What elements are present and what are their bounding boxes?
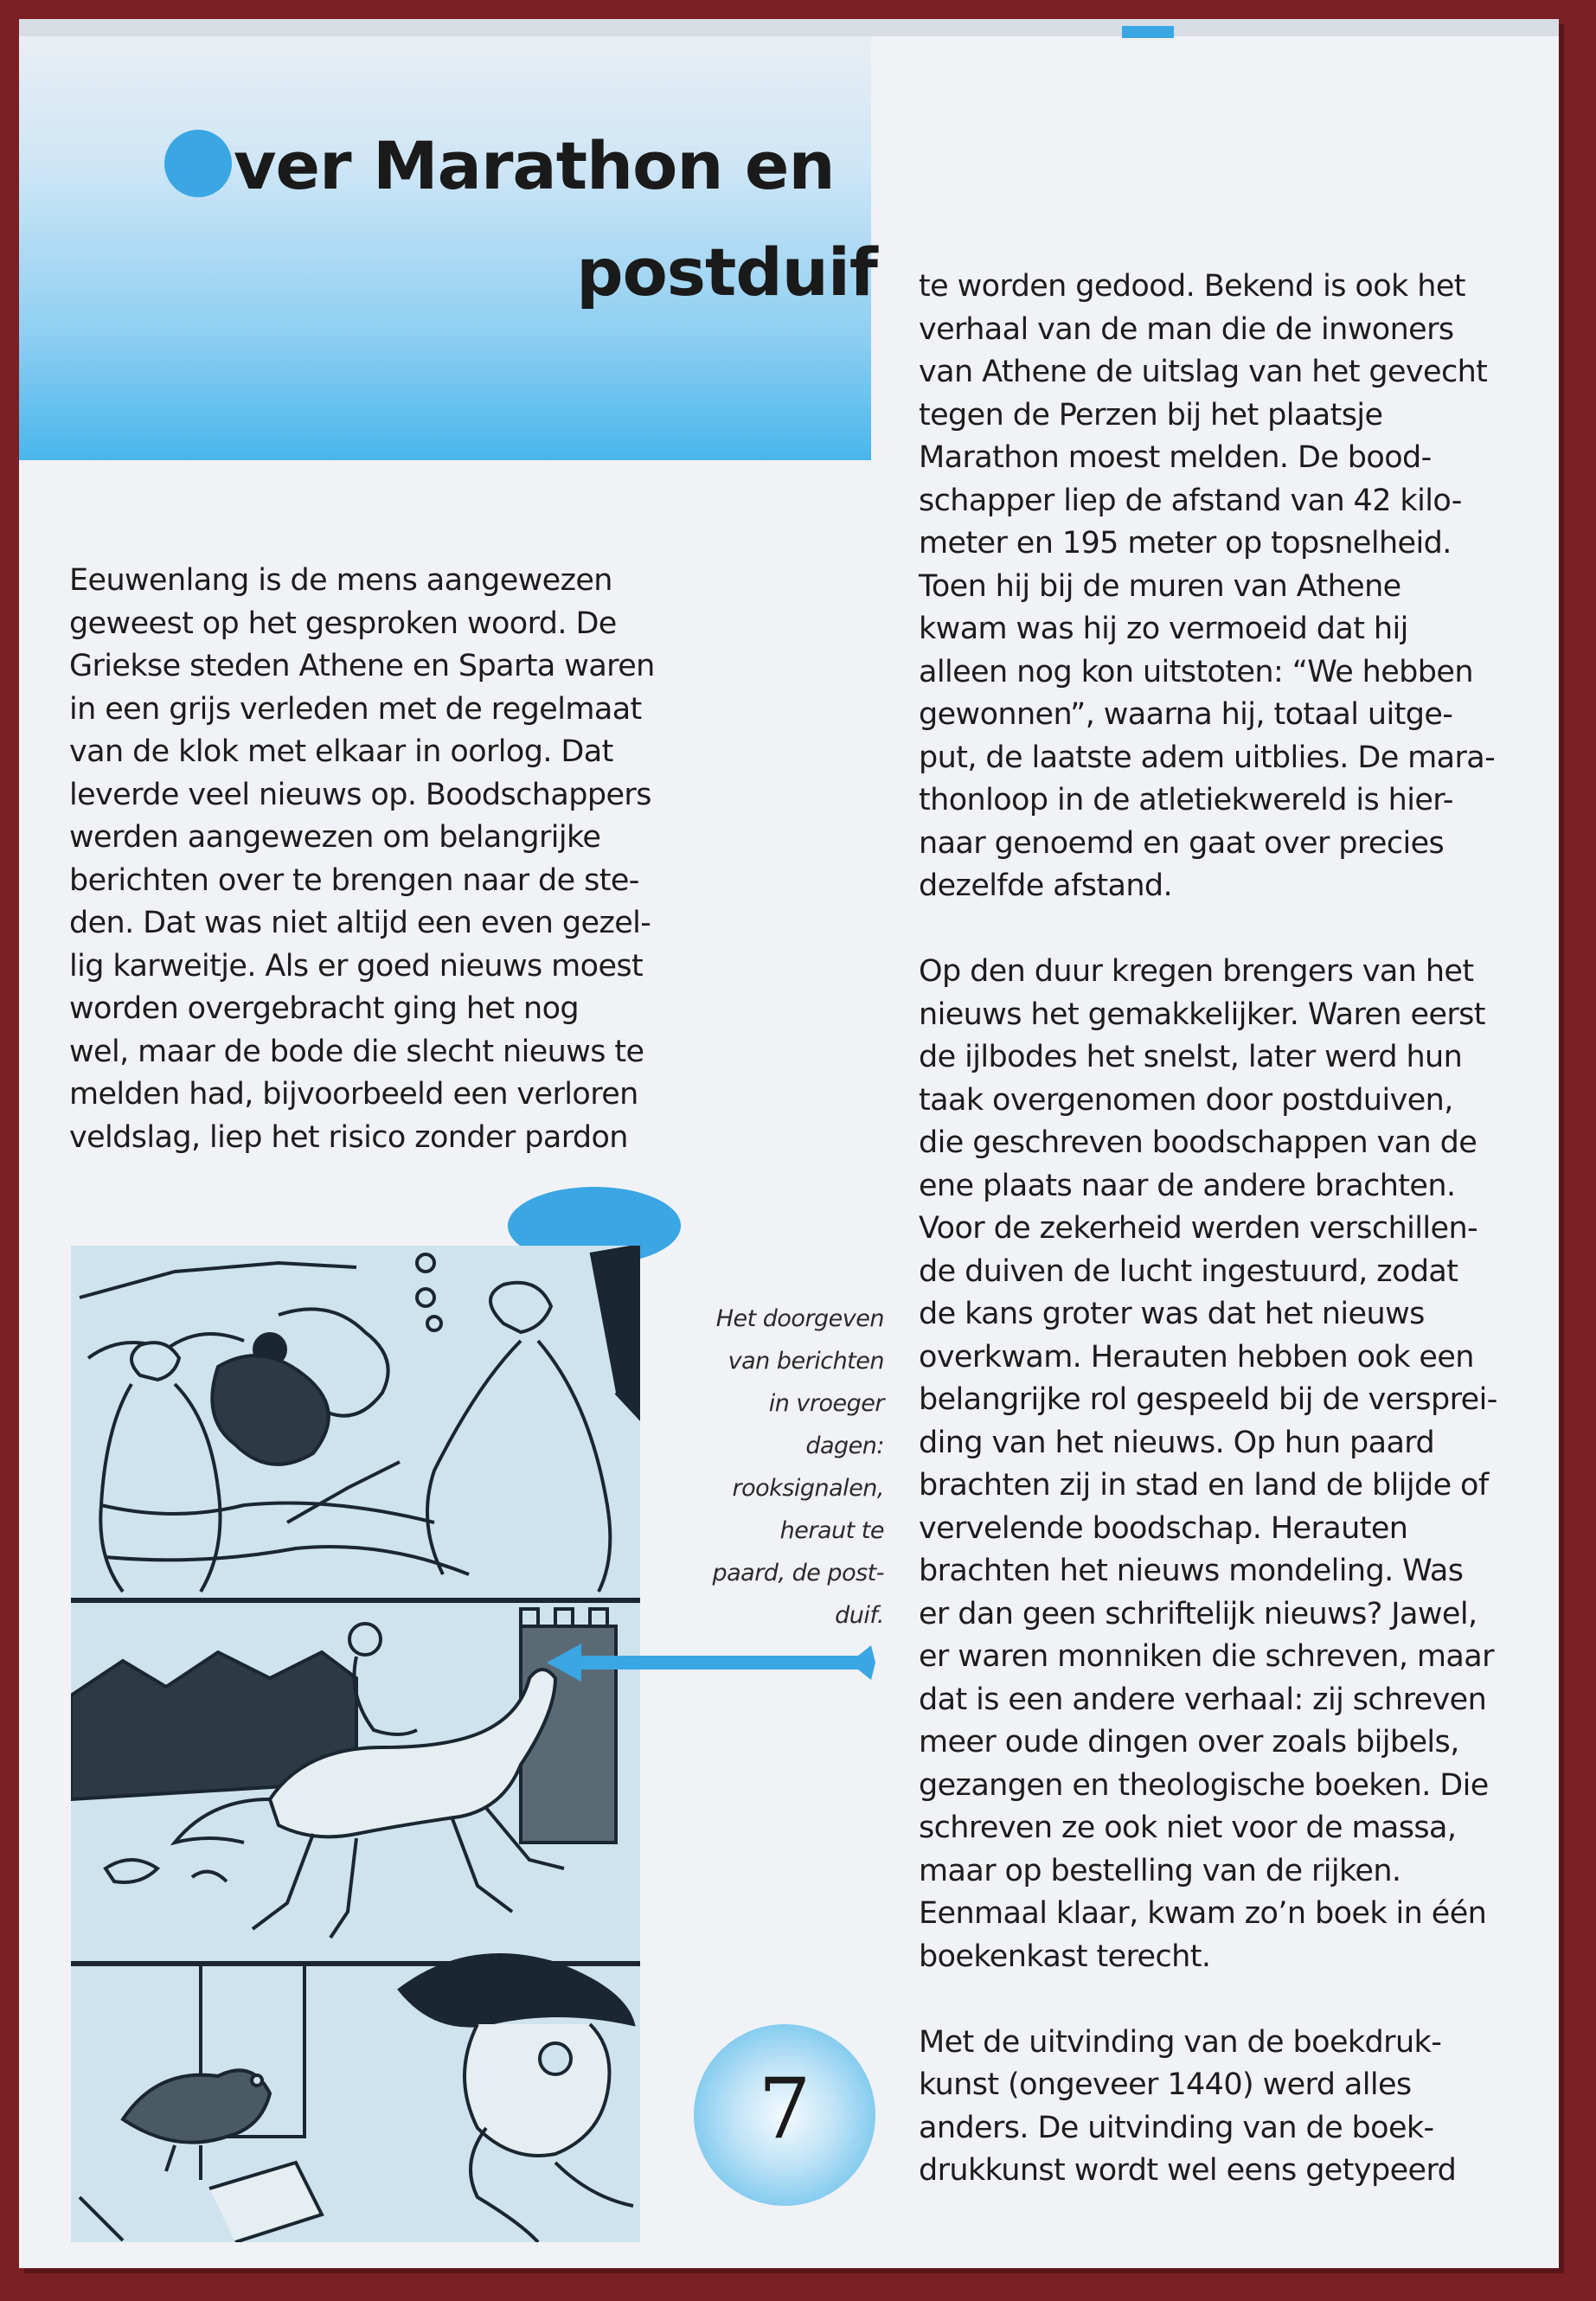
paragraph-1 <box>919 266 1542 908</box>
caption-pointer-arrow <box>547 1637 884 1689</box>
left-line: in een grijs verleden met de regelmaat <box>69 691 642 727</box>
right-line: belangrijke rol gespeeld bij de versprei- <box>919 1382 1497 1417</box>
right-line: van Athene de uitslag van het gevecht <box>919 355 1488 389</box>
left-line: leverde veel nieuws op. Boodschappers <box>69 777 651 812</box>
left-line: geweest op het gesproken woord. De <box>69 606 617 641</box>
page-number-badge <box>694 2024 875 2206</box>
left-line: berichten over te brengen naar de ste- <box>69 862 639 898</box>
illustration-caption <box>685 1298 884 1637</box>
right-line: ding van het nieuws. Op hun paard <box>919 1425 1435 1460</box>
caption-line: van berichten <box>727 1348 884 1375</box>
title-line-1-text: ver Marathon en <box>234 127 835 204</box>
paragraph-gap <box>919 1978 1542 2022</box>
caption-line: duif. <box>835 1602 884 1629</box>
right-line: de duiven de lucht ingestuurd, zodat <box>919 1253 1458 1289</box>
left-line: melden had, bijvoorbeeld een verloren <box>69 1077 638 1112</box>
right-line: maar op bestelling van de rijken. <box>919 1853 1401 1888</box>
right-line: Marathon moest melden. De bood- <box>919 440 1432 475</box>
page-top-strip <box>19 19 1559 36</box>
right-line: naar genoemd en gaat over precies <box>919 825 1445 861</box>
left-line: Eeuwenlang is de mens aangewezen <box>69 563 612 598</box>
right-line: vervelende boodschap. Herauten <box>919 1510 1408 1546</box>
left-line: Griekse steden Athene en Sparta waren <box>69 649 655 683</box>
right-line: anders. De uitvinding van de boek- <box>919 2110 1434 2145</box>
caption-line: paard, de post- <box>712 1560 884 1586</box>
right-line: er dan geen schriftelijk nieuws? Jawel, <box>919 1596 1477 1631</box>
left-line: veldslag, liep het risico zonder pardon <box>69 1119 628 1155</box>
historical-messengers-illustration <box>71 1246 640 2242</box>
right-column <box>919 266 1542 2193</box>
right-line: taak overgenomen door postduiven, <box>919 1082 1453 1118</box>
right-line: brachten het nieuws mondeling. Was <box>919 1554 1464 1588</box>
left-line: den. Dat was niet altijd een even gezel- <box>69 906 651 940</box>
right-line: dat is een andere verhaal: zij schreven <box>919 1682 1487 1717</box>
left-line: wel, maar de bode die slecht nieuws te <box>69 1034 644 1069</box>
magazine-page <box>19 19 1559 2268</box>
right-line: dezelfde afstand. <box>919 868 1173 903</box>
right-line: brachten zij in stad en land de blijde of <box>919 1468 1489 1503</box>
paragraph-3 <box>919 2022 1542 2193</box>
caption-line: dagen: <box>805 1433 884 1459</box>
right-line: de kans groter was dat het nieuws <box>919 1297 1425 1331</box>
left-line: worden overgebracht ging het nog <box>69 991 580 1026</box>
right-line: put, de laatste adem uitblies. De mara- <box>919 740 1496 775</box>
right-line: tegen de Perzen bij het plaatsje <box>919 397 1383 433</box>
caption-line: in vroeger <box>768 1390 884 1417</box>
right-line: overkwam. Herauten hebben ook een <box>919 1339 1474 1375</box>
right-line: er waren monniken die schreven, maar <box>919 1639 1494 1674</box>
page-number: 7 <box>758 2061 811 2157</box>
right-line: te worden gedood. Bekend is ook het <box>919 269 1465 304</box>
right-line: Eenmaal klaar, kwam zo’n boek in één <box>919 1896 1487 1931</box>
right-line: Toen hij bij de muren van Athene <box>919 568 1401 604</box>
paragraph-gap <box>919 908 1542 952</box>
caption-line: heraut te <box>779 1517 884 1544</box>
right-line: drukkunst wordt wel eens getypeerd <box>919 2153 1457 2188</box>
right-line: schapper liep de afstand van 42 kilo- <box>919 483 1462 518</box>
blue-tab-marker <box>1122 26 1174 38</box>
caption-line: Het doorgeven <box>715 1305 884 1332</box>
right-line: alleen nog kon uitstoten: “We hebben <box>919 654 1473 689</box>
right-line: de ijlbodes het snelst, later werd hun <box>919 1040 1463 1074</box>
right-line: gezangen en theologische boeken. Die <box>919 1767 1489 1803</box>
right-line: verhaal van de man die de inwoners <box>919 311 1454 347</box>
right-line: boekenkast terecht. <box>919 1939 1211 1974</box>
paragraph-2 <box>919 951 1542 1978</box>
right-line: die geschreven boodschappen van de <box>919 1125 1477 1160</box>
right-line: kunst (ongeveer 1440) werd alles <box>919 2067 1412 2102</box>
title-initial-o <box>164 130 232 197</box>
left-line: lig karweitje. Als er goed nieuws moest <box>69 948 644 984</box>
right-line: Met de uitvinding van de boekdruk- <box>919 2024 1442 2060</box>
left-line: werden aangewezen om belangrijke <box>69 820 601 855</box>
right-line: Op den duur kregen brengers van het <box>919 954 1474 989</box>
right-line: meter en 195 meter op topsnelheid. <box>919 526 1452 561</box>
right-line: nieuws het gemakkelijker. Waren eerst <box>919 997 1485 1032</box>
left-column <box>69 560 675 1159</box>
right-line: kwam was hij zo vermoeid dat hij <box>919 612 1408 646</box>
caption-line: rooksignalen, <box>732 1475 884 1502</box>
right-line: gewonnen”, waarna hij, totaal uitge- <box>919 697 1453 732</box>
article-title-line-2: postduif <box>576 234 877 311</box>
right-line: thonloop in de atletiekwereld is hier- <box>919 783 1453 817</box>
left-line: van de klok met elkaar in oorlog. Dat <box>69 734 613 769</box>
right-line: meer oude dingen over zoals bijbels, <box>919 1725 1459 1759</box>
right-line: Voor de zekerheid werden verschillen- <box>919 1211 1478 1246</box>
article-title-line-1 <box>164 127 882 204</box>
illustration-drawing <box>71 1246 640 2242</box>
right-line: schreven ze ook niet voor de massa, <box>919 1811 1457 1845</box>
right-line: ene plaats naar de andere brachten. <box>919 1168 1456 1203</box>
